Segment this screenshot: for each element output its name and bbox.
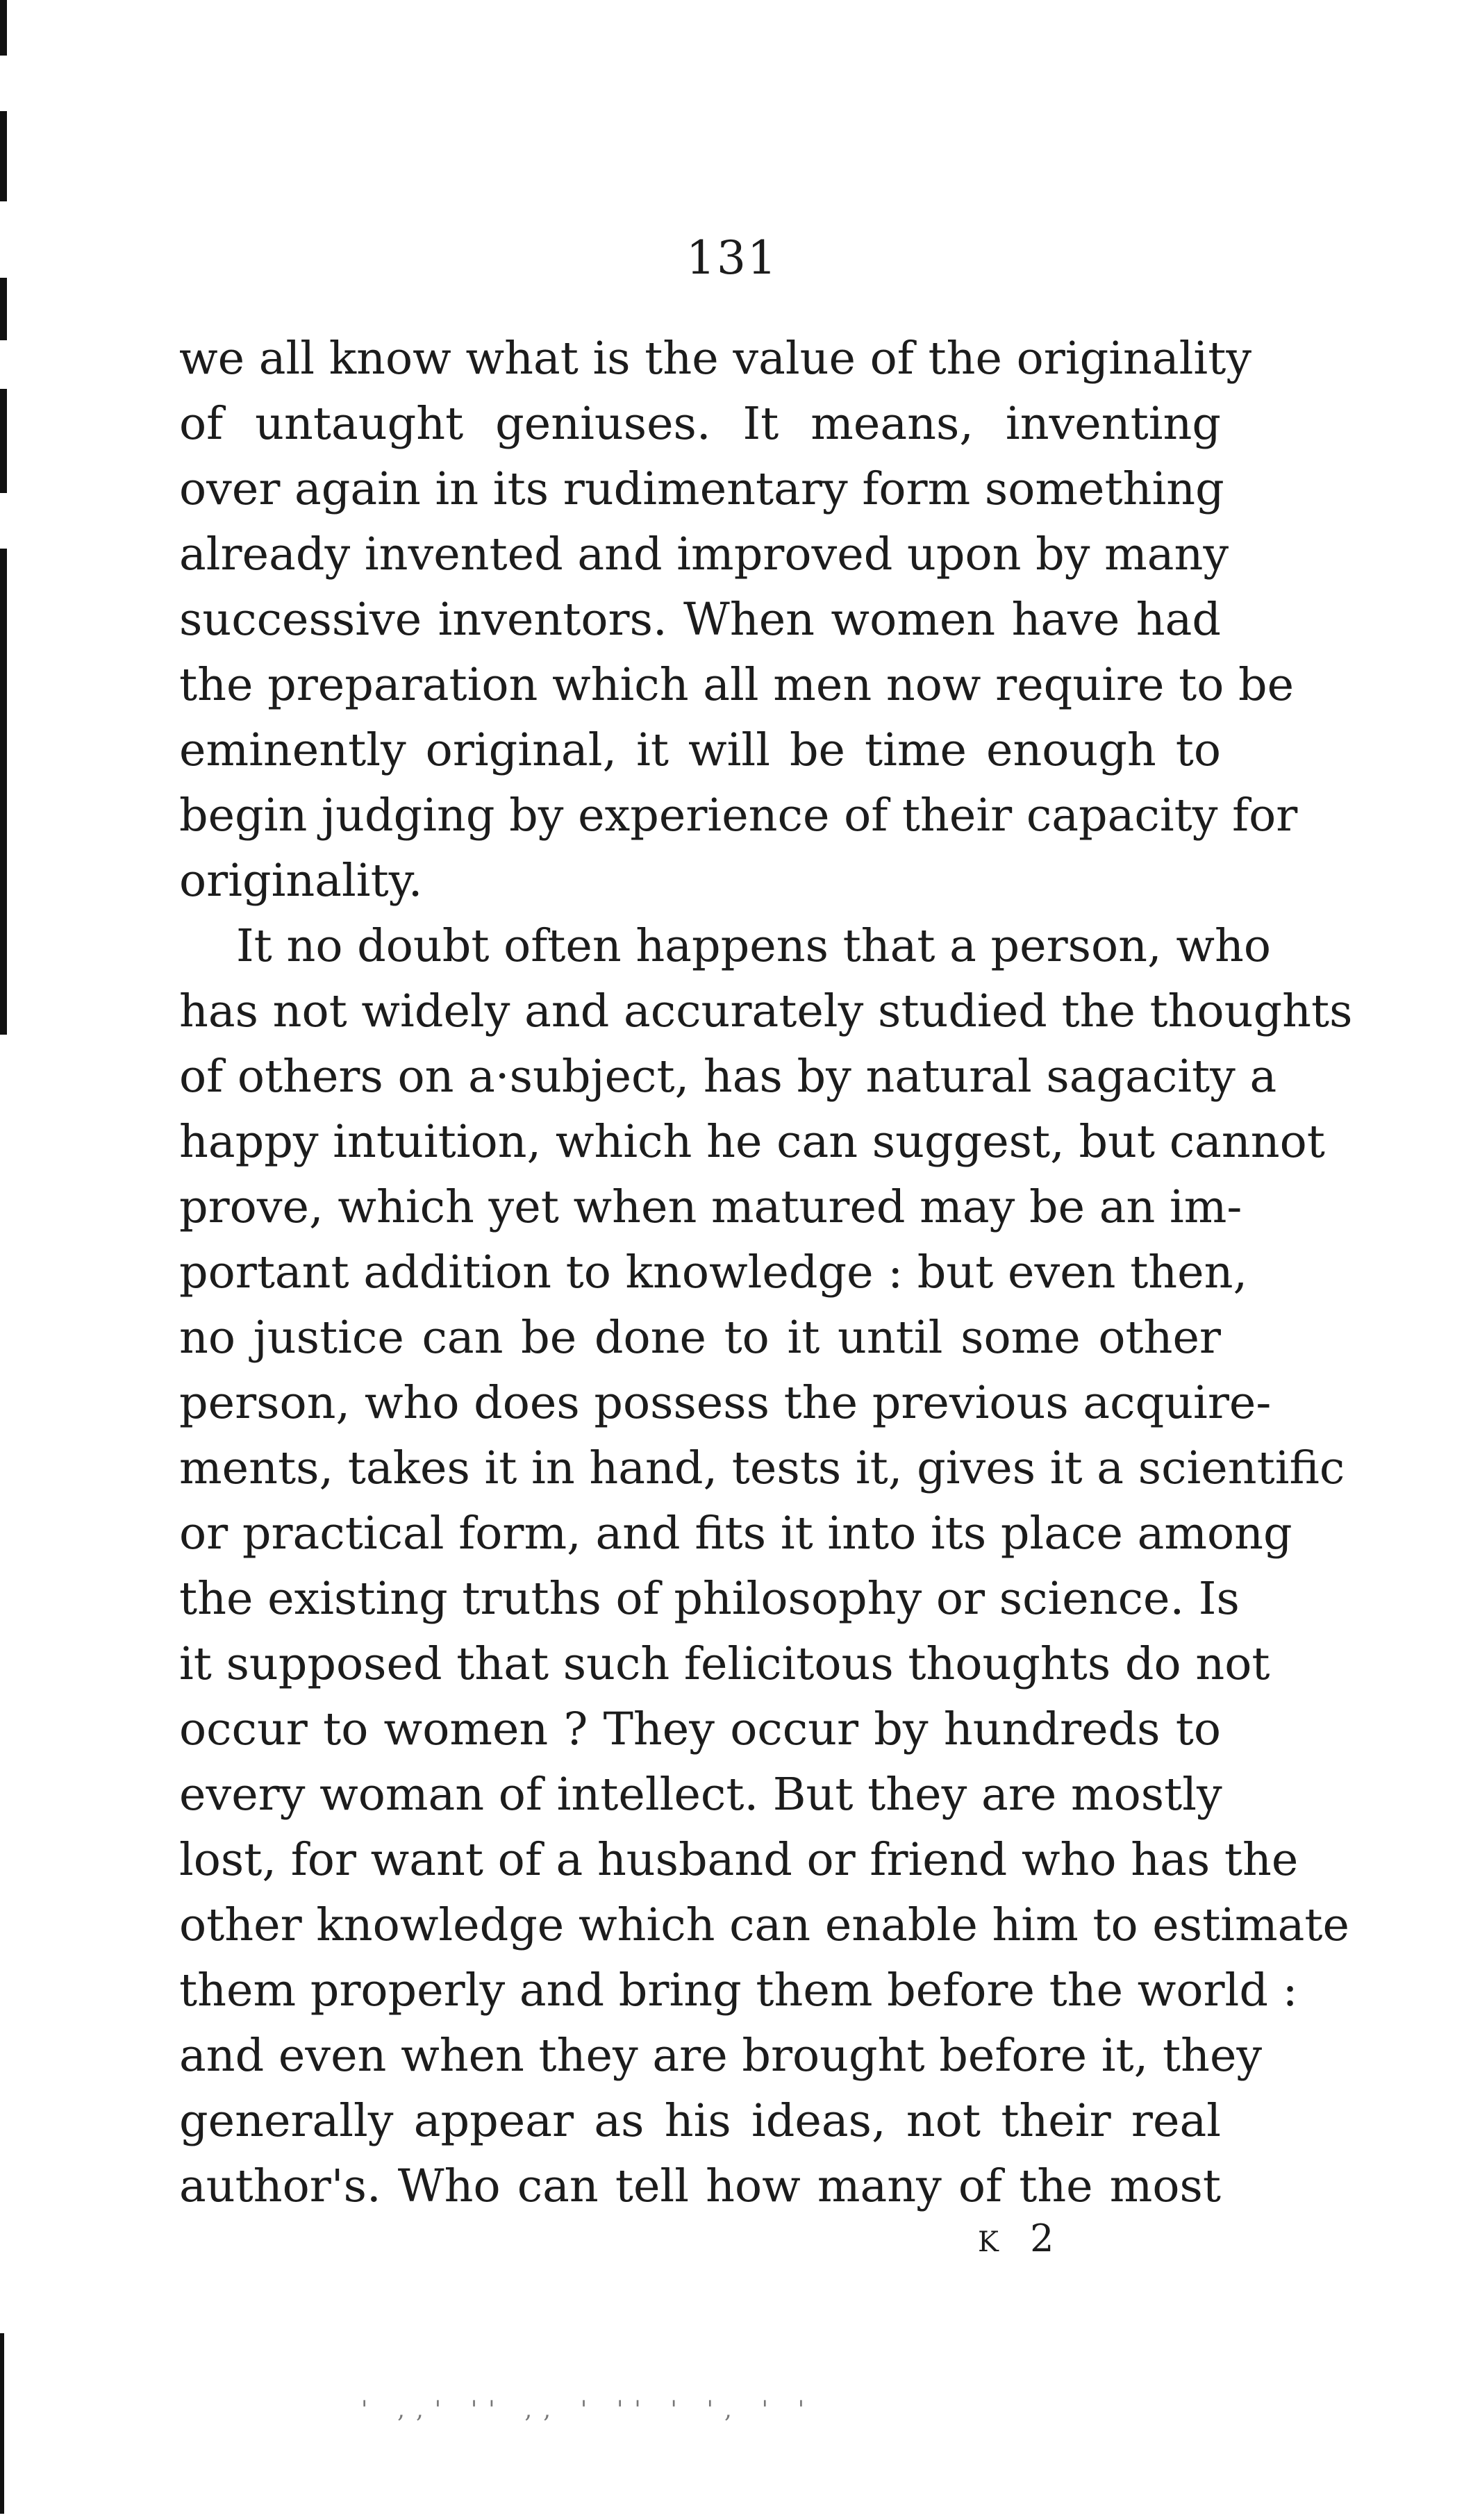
- text-line: begin judging by experience of their capacity for: [179, 790, 1298, 842]
- text-line: generally appear as his ideas, not their real: [179, 2095, 1221, 2147]
- text-line: successive inventors. When women have had: [179, 594, 1221, 646]
- scan-edge-mark: [0, 278, 7, 340]
- text-line: the existing truths of philosophy or science. Is: [179, 1573, 1240, 1625]
- text-line: eminently original, it will be time enough to: [179, 724, 1221, 776]
- text-line: other knowledge which can enable him to estimate: [179, 1899, 1350, 1951]
- scan-edge-mark: [0, 0, 7, 56]
- text-line: originality.: [179, 855, 423, 907]
- text-line: already invented and improved upon by many: [179, 528, 1229, 581]
- text-line: the preparation which all men now require to be: [179, 659, 1295, 711]
- text-line: author's. Who can tell how many of the most: [179, 2160, 1221, 2212]
- text-line: we all know what is the value of the originality: [179, 333, 1252, 385]
- body-text: [179, 326, 1353, 2219]
- text-line: or practical form, and fits it into its place among: [179, 1508, 1292, 1560]
- signature-number: 2: [1030, 2217, 1064, 2260]
- text-line: ments, takes it in hand, tests it, gives it a scientific: [179, 1442, 1345, 1494]
- scan-edge-mark: [0, 549, 7, 1035]
- text-line: lost, for want of a husband or friend who has the: [179, 1834, 1299, 1886]
- text-line: no justice can be done to it until some other: [179, 1312, 1221, 1364]
- text-line: prove, which yet when matured may be an im-: [179, 1181, 1242, 1233]
- text-line: has not widely and accurately studied the thoughts: [179, 985, 1353, 1037]
- text-line: over again in its rudimentary form something: [179, 463, 1224, 515]
- text-line: every woman of intellect. But they are mostly: [179, 1769, 1222, 1821]
- page-number: 131: [686, 231, 778, 285]
- scan-edge-mark: [0, 2333, 4, 2514]
- text-line: of untaught geniuses. It means, inventing: [179, 398, 1221, 450]
- text-line: it supposed that such felicitous thoughts do not: [179, 1638, 1270, 1690]
- scan-edge-mark: [0, 389, 7, 493]
- signature-mark: [978, 2217, 1063, 2260]
- bleed-through-marks: ' ,,' '' ,, ' '' ' ', ' ': [361, 2396, 816, 2423]
- text-line: It no doubt often happens that a person, who: [236, 920, 1271, 972]
- scan-edge-mark: [0, 111, 7, 201]
- text-line: happy intuition, which he can suggest, but cannot: [179, 1116, 1325, 1168]
- text-line: them properly and bring them before the world :: [179, 1964, 1298, 2017]
- text-line: person, who does possess the previous acquire-: [179, 1377, 1272, 1429]
- text-line: of others on a·subject, has by natural sagacity a: [179, 1051, 1277, 1103]
- text-line: and even when they are brought before it, they: [179, 2030, 1263, 2082]
- text-line: occur to women ? They occur by hundreds to: [179, 1703, 1221, 1755]
- signature-letter: K: [978, 2226, 1008, 2258]
- text-line: portant addition to knowledge : but even then,: [179, 1246, 1248, 1299]
